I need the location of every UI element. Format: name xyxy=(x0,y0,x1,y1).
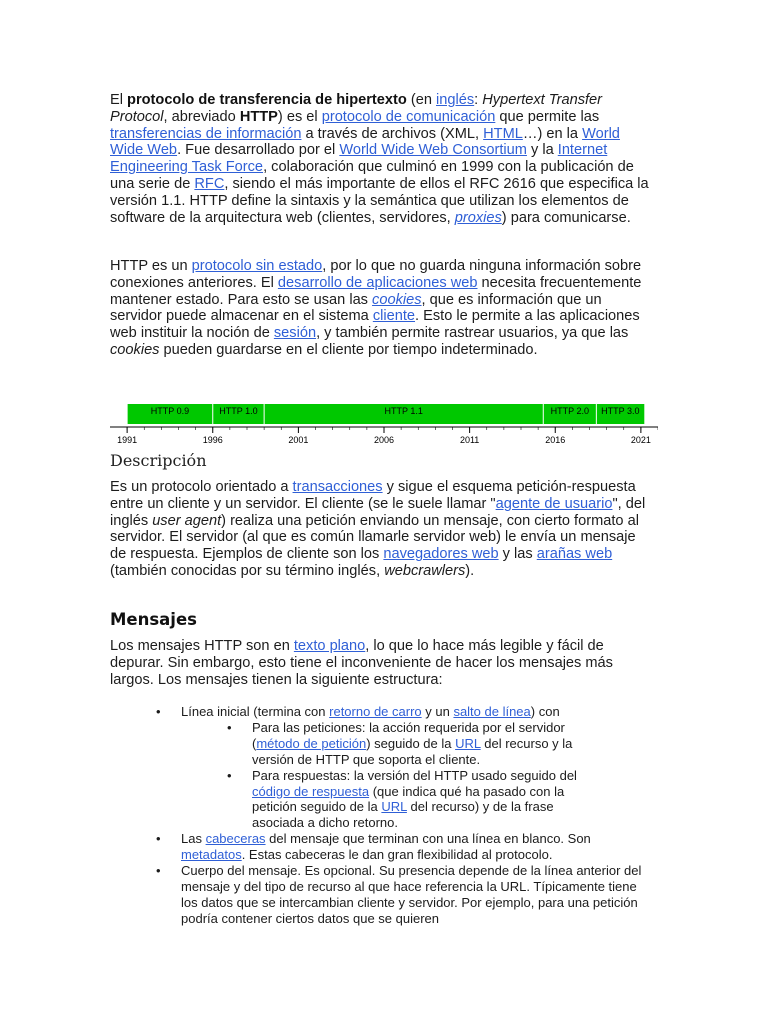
link-cookies[interactable]: cookies xyxy=(372,291,422,308)
link-protocolo-de-comunicacion[interactable]: protocolo de comunicación xyxy=(321,108,496,125)
link-transacciones[interactable]: transacciones xyxy=(292,479,383,495)
link-salto-de-linea[interactable]: salto de línea xyxy=(453,704,531,719)
http-version-timeline xyxy=(110,398,658,446)
link-html[interactable]: HTML xyxy=(483,125,523,142)
text-run: webcrawlers xyxy=(384,562,466,579)
sub-list-item xyxy=(181,720,586,768)
link-protocolo-sin-estado[interactable]: protocolo sin estado xyxy=(191,258,323,274)
section-heading-descripcion: Descripción xyxy=(110,451,207,470)
link-metodo-de-peticion[interactable]: método de petición xyxy=(256,735,367,751)
text-run: user agent xyxy=(152,512,222,529)
text-run: , abreviado xyxy=(163,108,240,125)
text-run: que permite las xyxy=(495,108,600,125)
text-run: a través de archivos (XML, xyxy=(301,125,484,142)
link-internet-engineering-task-force[interactable]: Internet Engineering Task Force xyxy=(110,142,608,176)
timeline-year-2021: 2021 xyxy=(630,435,651,445)
text-run: , siendo el más importante de ellos el RFC 2616 que especifica la versión 1.1. HTTP define la sintaxis y la semántica que utilizan los elementos de software de la arquitectura web (clientes, servidores, xyxy=(110,175,649,226)
link-world-wide-web-consortium[interactable]: World Wide Web Consortium xyxy=(339,142,527,159)
text-run: ) seguido de la xyxy=(366,735,456,751)
text-run: Es un protocolo orientado a xyxy=(110,479,293,495)
link-agente-de-usuario[interactable]: agente de usuario xyxy=(495,495,613,512)
link-ingles[interactable]: inglés xyxy=(436,92,475,108)
text-run: y la xyxy=(526,142,558,159)
timeline-label-http-2-0: HTTP 2.0 xyxy=(550,406,589,416)
timeline-label-http-1-1: HTTP 1.1 xyxy=(384,406,423,416)
text-run: ) realiza una petición enviando un mensaje, con cierto formato al servidor. El servidor (al que es común llamarle servidor web) le envía un mensaje de respuesta. Ejemplos de cliente son los xyxy=(110,512,639,563)
text-run: …) en la xyxy=(522,125,583,142)
text-run: , y también permite rastrear usuarios, ya que las xyxy=(316,325,629,342)
text-run: (en xyxy=(406,92,437,108)
link-url[interactable]: URL xyxy=(381,799,407,815)
link-navegadores-web[interactable]: navegadores web xyxy=(383,546,499,563)
timeline-year-1996: 1996 xyxy=(202,435,223,445)
text-run: : xyxy=(474,92,483,108)
bold-text: protocolo de transferencia de hipertexto xyxy=(127,92,407,108)
link-aranas-web[interactable]: arañas web xyxy=(536,546,613,563)
timeline-year-2016: 2016 xyxy=(545,435,566,445)
link-proxies[interactable]: proxies xyxy=(454,209,502,226)
list-item xyxy=(110,863,650,927)
text-run: (que indica qué ha pasado con la petición seguido de la xyxy=(252,783,565,815)
sub-list xyxy=(181,720,650,831)
link-url[interactable]: URL xyxy=(455,735,481,751)
link-codigo-de-respuesta[interactable]: código de respuesta xyxy=(252,783,370,799)
text-run: , que es información que un servidor puede almacenar en el sistema xyxy=(110,291,602,325)
link-texto-plano[interactable]: texto plano xyxy=(293,638,366,654)
text-run: El xyxy=(110,92,128,108)
sub-list-item xyxy=(181,768,586,832)
bold-text: HTTP xyxy=(239,108,278,125)
text-run: ) es el xyxy=(277,108,322,125)
text-run: , colaboración que culminó en 1999 con la publicación de una serie de xyxy=(110,159,634,192)
text-run: y un xyxy=(421,704,454,719)
text-run: Las xyxy=(181,831,206,847)
timeline-label-http-3-0: HTTP 3.0 xyxy=(601,406,640,416)
link-cliente[interactable]: cliente xyxy=(372,308,416,325)
text-run: . Fue desarrollado por el xyxy=(177,142,340,159)
text-run: cookies xyxy=(110,341,160,358)
text-run: Para respuestas: la versión del HTTP usado seguido del xyxy=(252,767,577,783)
text-run: ", del inglés xyxy=(110,495,646,529)
text-run: HTTP es un xyxy=(110,258,192,274)
list-item xyxy=(110,704,650,831)
text-run: . Estas cabeceras le dan gran flexibilidad al protocolo. xyxy=(241,847,553,863)
list-item xyxy=(110,831,650,863)
text-run: y sigue el esquema petición-respuesta entre un cliente y un servidor. El cliente (se le suele llamar " xyxy=(110,479,636,512)
text-run: del mensaje que terminan con una línea en blanco. Son xyxy=(265,831,591,847)
intro-paragraph xyxy=(110,92,650,226)
link-desarrollo-de-aplicaciones-web[interactable]: desarrollo de aplicaciones web xyxy=(277,274,478,291)
timeline-year-2001: 2001 xyxy=(288,435,309,445)
text-run: (también conocidas por su término inglés, xyxy=(110,562,385,579)
text-run: del recurso y la versión de HTTP que soporta el cliente. xyxy=(252,735,573,767)
text-run: Los mensajes HTTP son en xyxy=(110,638,294,654)
text-run: , por lo que no guarda ninguna información sobre conexiones anteriores. El xyxy=(110,258,642,291)
text-run: y las xyxy=(498,546,537,563)
link-sesion[interactable]: sesión xyxy=(273,325,317,342)
message-structure-list xyxy=(110,704,650,927)
link-cabeceras[interactable]: cabeceras xyxy=(205,831,266,847)
link-transferencias-de-informacion[interactable]: transferencias de información xyxy=(110,125,302,142)
section-heading-mensajes: Mensajes xyxy=(110,610,197,629)
text-run: , lo que lo hace más legible y fácil de depurar. Sin embargo, esto tiene el inconveniente de hacer los mensajes más largos. Los mensajes tienen la siguiente estructura: xyxy=(110,638,613,688)
link-retorno-de-carro[interactable]: retorno de carro xyxy=(329,704,422,719)
text-run: Para las peticiones: la acción requerida por el servidor ( xyxy=(252,719,565,751)
text-run: ) con xyxy=(530,704,560,719)
timeline-label-http-1-0: HTTP 1.0 xyxy=(219,406,258,416)
description-paragraph xyxy=(110,479,650,580)
timeline-year-2006: 2006 xyxy=(373,435,395,445)
text-run: . Esto le permite a las aplicaciones web instituir la noción de xyxy=(110,308,640,342)
messages-paragraph xyxy=(110,638,650,688)
timeline-label-http-0-9: HTTP 0.9 xyxy=(150,406,190,416)
link-rfc[interactable]: RFC xyxy=(194,175,225,192)
text-run: Cuerpo del mensaje. Es opcional. Su presencia depende de la línea anterior del mensaje y del tipo de recurso al que hace referencia la URL. Típicamente tiene los datos que se intercambian cliente y servidor. Por ejemplo, para una petición podría contener ciertos datos que se quieren xyxy=(181,863,642,926)
stateless-paragraph xyxy=(110,258,650,359)
text-run: Hypertext Transfer Protocol xyxy=(110,92,603,125)
text-run: pueden guardarse en el cliente por tiempo indeterminado. xyxy=(159,341,538,358)
timeline-year-1991: 1991 xyxy=(117,435,138,445)
text-run: necesita frecuentemente mantener estado. Para esto se usan las xyxy=(110,274,642,308)
text-run: del recurso) y de la frase asociada a dicho retorno. xyxy=(252,799,554,831)
timeline-year-2011: 2011 xyxy=(459,435,480,445)
text-run: Línea inicial (termina con xyxy=(181,704,330,719)
text-run: ) para comunicarse. xyxy=(501,209,631,226)
link-world-wide-web[interactable]: World Wide Web xyxy=(110,125,620,159)
text-run: ). xyxy=(465,562,475,579)
link-metadatos[interactable]: metadatos xyxy=(181,847,242,863)
